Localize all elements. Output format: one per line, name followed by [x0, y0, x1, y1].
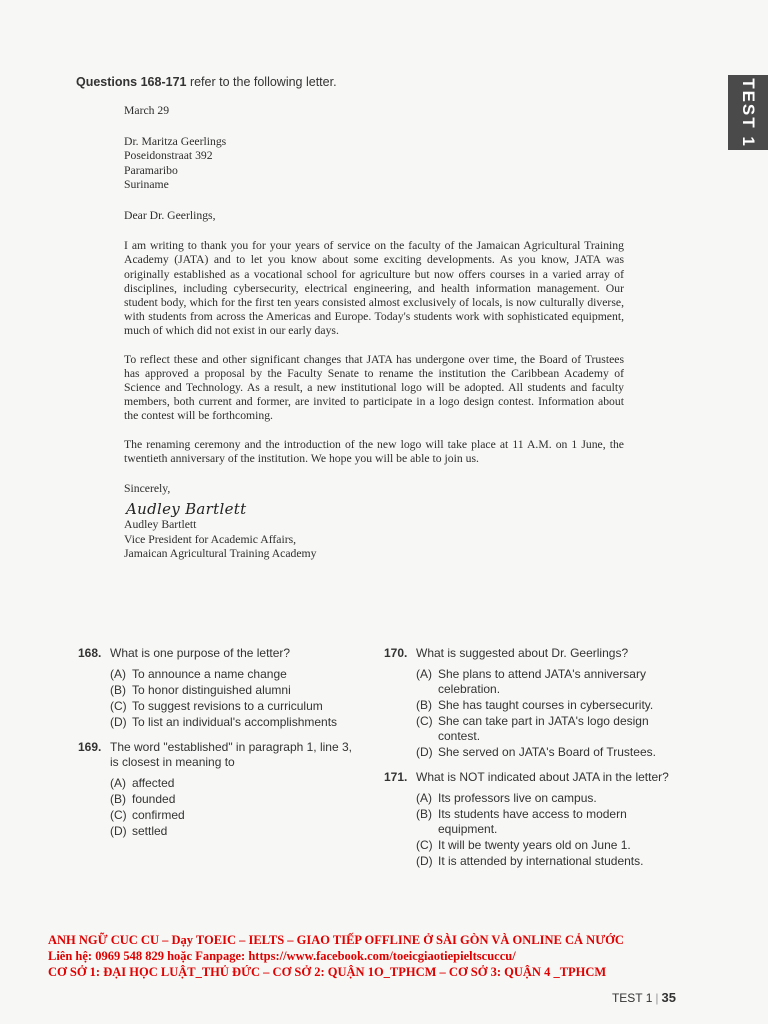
answer-option[interactable]	[110, 699, 363, 714]
answer-option[interactable]	[416, 714, 669, 744]
option-text: settled	[132, 824, 168, 838]
test-tab	[728, 75, 768, 150]
address-line: Dr. Maritza Geerlings	[124, 135, 227, 149]
option-label: (B)	[110, 683, 126, 697]
option-text: confirmed	[132, 808, 185, 822]
answer-option[interactable]	[416, 854, 669, 869]
answer-option[interactable]	[416, 791, 669, 806]
letter-date: March 29	[124, 104, 170, 117]
answer-option[interactable]	[416, 745, 669, 760]
option-text: To honor distinguished alumni	[132, 683, 291, 697]
question-168	[78, 646, 363, 730]
question-171	[384, 770, 669, 869]
answer-option[interactable]	[110, 792, 363, 807]
address-line: Paramaribo	[124, 163, 178, 177]
signer-block	[124, 518, 624, 561]
option-label: (D)	[416, 745, 433, 759]
question-169	[78, 740, 363, 839]
answer-options	[110, 667, 363, 730]
letter-address	[124, 135, 624, 192]
signer-line: Jamaican Agricultural Training Academy	[124, 546, 317, 560]
option-label: (B)	[416, 698, 432, 712]
answer-option[interactable]	[110, 715, 363, 730]
option-label: (D)	[110, 715, 127, 729]
option-label: (A)	[110, 776, 126, 790]
handwritten-signature: Audley Bartlett	[126, 500, 247, 519]
questions-left-column	[78, 646, 363, 849]
question-number: 171.	[384, 770, 408, 784]
option-text: founded	[132, 792, 176, 806]
option-text: To suggest revisions to a curriculum	[132, 699, 323, 713]
option-text: Its professors live on campus.	[438, 791, 597, 805]
letter-greeting: Dear Dr. Geerlings,	[124, 209, 216, 223]
signer-line: Vice President for Academic Affairs,	[124, 532, 297, 546]
answer-options	[416, 791, 669, 869]
option-text: She has taught courses in cybersecurity.	[438, 698, 654, 712]
letter-paragraph: To reflect these and other significant changes that JATA has undergone over time, the Board of Trustees has approved a proposal by the Faculty Senate to rename the institution the Caribbean Academy of Science and Technology. As a result, a new institutional logo will be adopted. All students and faculty members, both current and former, are invited to participate in a logo design contest. Information about the contest will be forthcoming.	[124, 352, 624, 423]
promo-footer	[48, 932, 738, 980]
option-label: (C)	[110, 808, 127, 822]
questions-header	[76, 75, 337, 89]
option-text: To list an individual's accomplishments	[132, 715, 338, 729]
option-text: It is attended by international students.	[438, 854, 644, 868]
page-number: 35	[661, 990, 676, 1005]
option-text: affected	[132, 776, 175, 790]
letter	[124, 104, 624, 561]
option-text: To announce a name change	[132, 667, 287, 681]
option-text: She can take part in JATA's logo design contest.	[438, 714, 649, 743]
option-label: (C)	[416, 714, 433, 728]
question-text: The word "established" in paragraph 1, line 3, is closest in meaning to	[110, 740, 352, 769]
answer-option[interactable]	[416, 838, 669, 853]
option-label: (D)	[416, 854, 433, 868]
option-label: (C)	[110, 699, 127, 713]
address-line: Suriname	[124, 177, 169, 191]
answer-option[interactable]	[110, 776, 363, 791]
question-number: 168.	[78, 646, 102, 660]
page-footer	[612, 990, 676, 1005]
promo-line: Liên hệ: 0969 548 829 hoặc Fanpage: https://www.facebook.com/toeicgiaotiepieltscuccu/	[48, 949, 516, 963]
promo-line: ANH NGỮ CUC CU – Dạy TOEIC – IELTS – GIAO TIẾP OFFLINE Ở SÀI GÒN VÀ ONLINE CẢ NƯỚC	[48, 933, 624, 947]
answer-option[interactable]	[110, 824, 363, 839]
answer-option[interactable]	[416, 698, 669, 713]
answer-option[interactable]	[416, 807, 669, 837]
address-line: Poseidonstraat 392	[124, 149, 213, 163]
question-text: What is one purpose of the letter?	[110, 646, 291, 660]
answer-option[interactable]	[416, 667, 669, 697]
answer-option[interactable]	[110, 808, 363, 823]
question-number: 170.	[384, 646, 408, 660]
question-text: What is NOT indicated about JATA in the letter?	[416, 770, 669, 784]
promo-line: CƠ SỞ 1: ĐẠI HỌC LUẬT_THỦ ĐỨC – CƠ SỞ 2: QUẬN 1O_TPHCM – CƠ SỞ 3: QUẬN 4 _TPHCM	[48, 965, 607, 979]
option-label: (B)	[110, 792, 126, 806]
page-footer-separator: |	[655, 991, 659, 1005]
questions-range: Questions 168-171	[76, 75, 187, 89]
question-170	[384, 646, 669, 760]
answer-option[interactable]	[110, 667, 363, 682]
questions-right-column	[384, 646, 669, 879]
letter-closing: Sincerely,	[124, 482, 171, 496]
option-text: She plans to attend JATA's anniversary celebration.	[438, 667, 646, 696]
option-text: She served on JATA's Board of Trustees.	[438, 745, 656, 759]
question-text: What is suggested about Dr. Geerlings?	[416, 646, 629, 660]
test-tab-label: TEST 1	[739, 77, 758, 148]
option-text: Its students have access to modern equipment.	[438, 807, 627, 836]
option-label: (A)	[416, 791, 432, 805]
option-label: (C)	[416, 838, 433, 852]
answer-options	[110, 776, 363, 839]
signer-line: Audley Bartlett	[124, 518, 197, 532]
option-text: It will be twenty years old on June 1.	[438, 838, 631, 852]
questions-intro: refer to the following letter.	[186, 75, 337, 89]
answer-options	[416, 667, 669, 760]
question-number: 169.	[78, 740, 102, 754]
option-label: (D)	[110, 824, 127, 838]
option-label: (A)	[416, 667, 432, 681]
page-footer-label: TEST 1	[611, 991, 653, 1005]
letter-paragraph: The renaming ceremony and the introduction of the new logo will take place at 11 A.M. on 1 June, the twentieth anniversary of the institution. We hope you will be able to join us.	[124, 437, 624, 465]
option-label: (B)	[416, 807, 432, 821]
option-label: (A)	[110, 667, 126, 681]
letter-paragraph: I am writing to thank you for your years of service on the faculty of the Jamaican Agricultural Training Academy (JATA) and to let you know about some exciting developments. As you know, JATA was originally established as a vocational school for agriculture but now offers courses in a varied array of disciplines, including cybersecurity, electrical engineering, and health information management. Our student body, which for the first ten years consisted almost exclusively of locals, is now culturally diverse, with students from across the Americas and Europe. Today's students work with sophisticated equipment, much of which did not exist in our early days.	[124, 239, 624, 338]
answer-option[interactable]	[110, 683, 363, 698]
